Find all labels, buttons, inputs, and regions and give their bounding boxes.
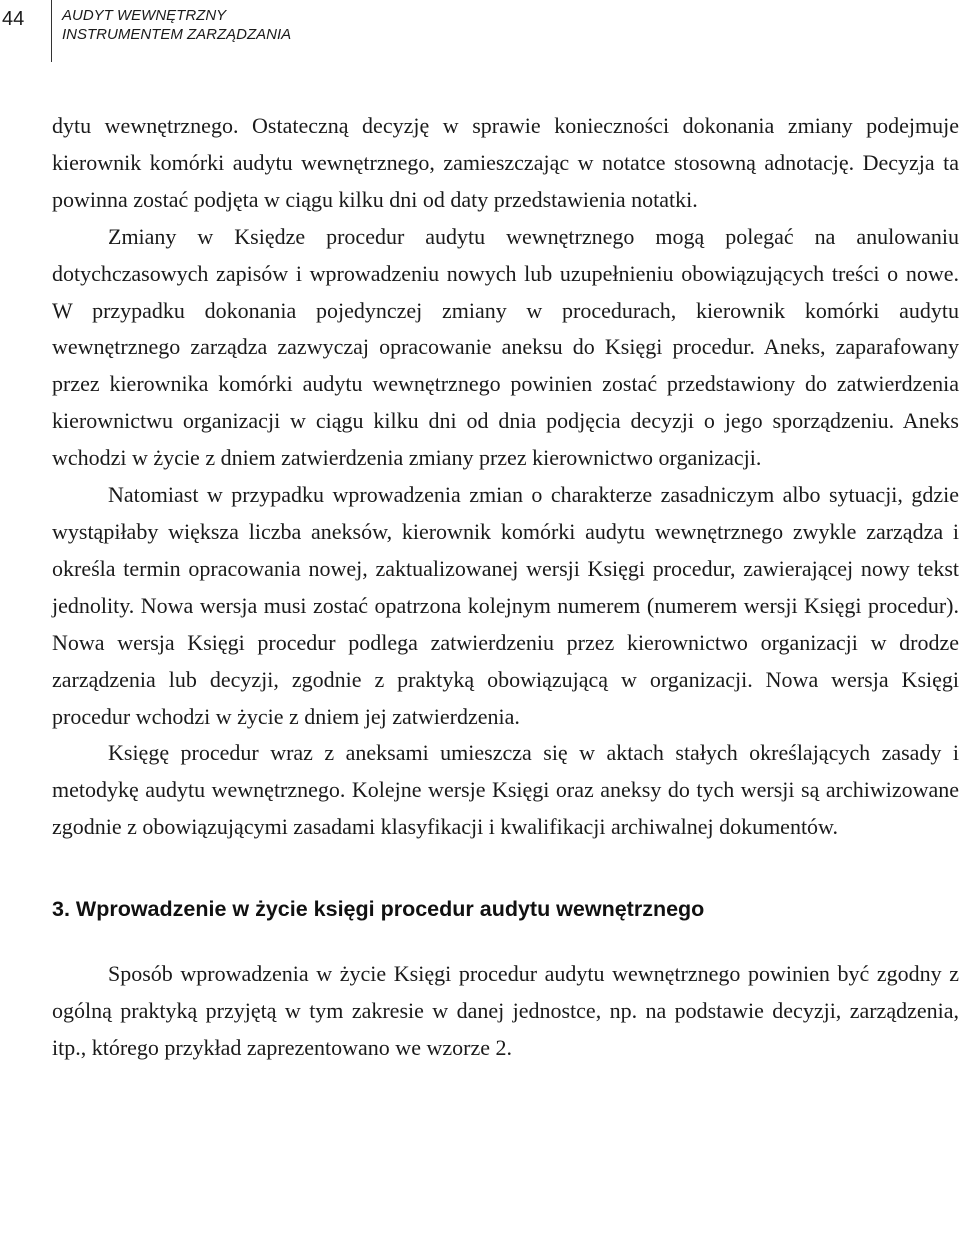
- body-paragraph-5: Sposób wprowadzenia w życie Księgi procedur audytu wewnętrznego powinien być zgodny z ogólną praktyką przyjętą w tym zakresie w danej jednostce, np. na podstawie decyzji, zarządzenia, itp., którego przykład zaprezentowano we wzorze 2.: [52, 961, 959, 1060]
- section-heading: 3. Wprowadzenie w życie księgi procedur audytu wewnętrznego: [52, 897, 705, 922]
- running-head: [62, 6, 291, 44]
- running-head-line-1: AUDYT WEWNĘTRZNY: [62, 7, 227, 24]
- body-paragraph-1: dytu wewnętrznego. Ostateczną decyzję w sprawie konieczności dokonania zmiany podejmuje kierownik komórki audytu wewnętrznego, zamieszczając w notatce stosowną adnotację. Decyzja ta powinna zostać podjęta w ciągu kilku dni od daty przedstawienia notatki.: [52, 113, 959, 212]
- running-head-line-2: INSTRUMENTEM ZARZĄDZANIA: [62, 26, 292, 43]
- body-paragraph-2: Zmiany w Księdze procedur audytu wewnętrznego mogą polegać na anulowaniu dotychczasowych zapisów i wprowadzeniu nowych lub uzupełnieniu obowiązujących treści o nowe. W przypadku dokonania pojedynczej zmiany w procedurach, kierownik komórki audytu wewnętrznego zarządza zazwyczaj opracowanie aneksu do Księgi procedur. Aneks, zaparafowany przez kierownika komórki audytu wewnętrznego powinien zostać przedstawiony do zatwierdzenia kierownictwu organizacji w ciągu kilku dni od dnia podjęcia decyzji o jego sporządzeniu. Aneks wchodzi w życie z dniem zatwierdzenia zmiany przez kierownictwo organizacji.: [52, 223, 959, 471]
- page-body: [52, 108, 959, 1067]
- page-number: 44: [2, 8, 25, 30]
- header-divider: [51, 0, 52, 62]
- page-header: [0, 0, 960, 62]
- body-paragraph-3: Natomiast w przypadku wprowadzenia zmian o charakterze zasadniczym albo sytuacji, gdzie wystąpiłaby większa liczba aneksów, kierownik komórki audytu wewnętrznego zwykle zarządza i określa termin opracowania nowej, zaktualizowanej wersji Księgi procedur, zawierającej nowy tekst jednolity. Nowa wersja musi zostać opatrzona kolejnym numerem (numerem wersji Księgi procedur). Nowa wersja Księgi procedur podlega zatwierdzeniu przez kierownictwo organizacji w drodze zarządzenia lub decyzji, zgodnie z praktyką obowiązującą w organizacji. Nowa wersja Księgi procedur wchodzi w życie z dniem jej zatwierdzenia.: [52, 482, 959, 729]
- body-paragraph-4: Księgę procedur wraz z aneksami umieszcza się w aktach stałych określających zasady i metodykę audytu wewnętrznego. Kolejne wersje Księgi oraz aneksy do tych wersji są archiwizowane zgodnie z obowiązującymi zasadami klasyfikacji i kwalifikacji archiwalnej dokumentów.: [52, 740, 959, 840]
